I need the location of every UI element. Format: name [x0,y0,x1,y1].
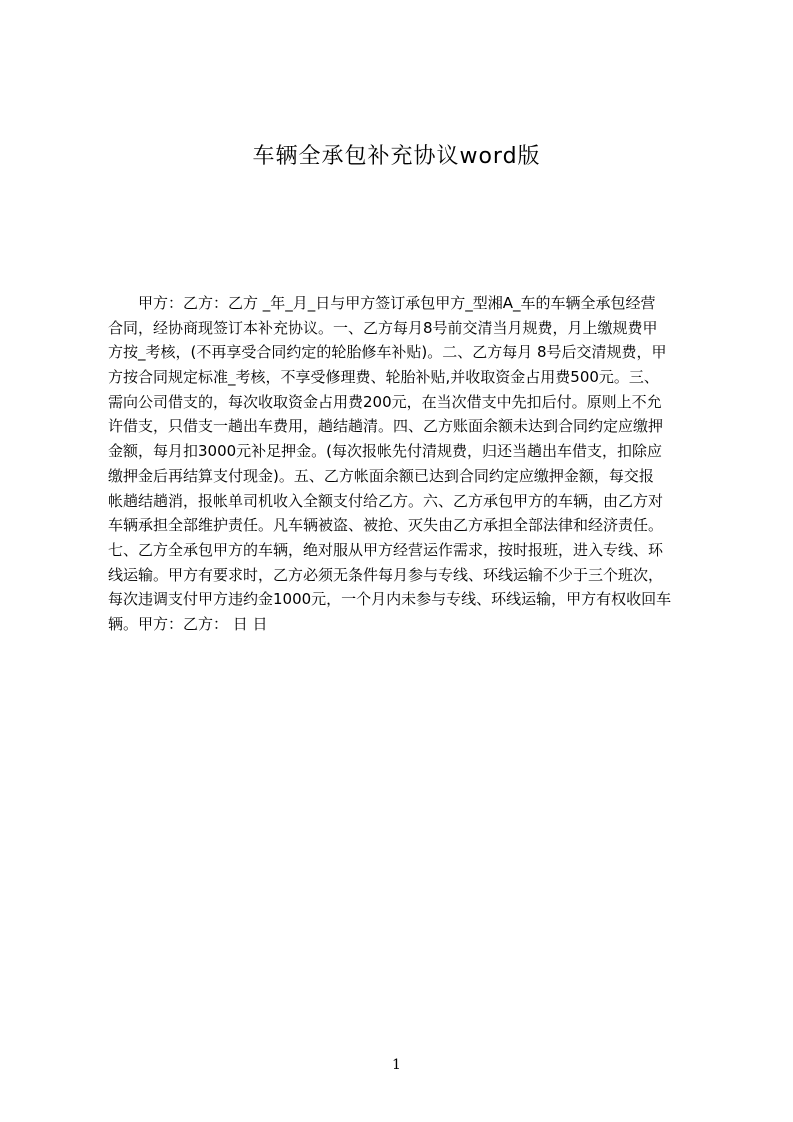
body-line-14: 辆。甲方：乙方： 日 日 [108,614,268,633]
body-line-3: 方按_考核，(不再享受合同约定的轮胎修车补贴)。二、乙方每月 8号后交清规费，甲 [108,343,667,362]
body-line-9: 帐趟结趟消，报帐单司机收入全额支付给乙方。六、乙方承包甲方的车辆，由乙方对 [108,491,664,510]
body-line-2: 合同，经协商现签订本补充协议。一、乙方每月8号前交清当月规费，月上缴规费甲 [108,318,658,337]
document-title: 车辆全承包补充协议word版 [252,144,541,169]
body-line-1: 甲方：乙方：乙方 _年_月_日与甲方签订承包甲方_型湘A_车的车辆全承包经营 [138,294,656,312]
body-line-13: 每次违调支付甲方违约金1000元，一个月内未参与专线、环线运输，甲方有权收回车 [108,590,672,609]
body-line-10: 车辆承担全部维护责任。凡车辆被盗、被抢、灭失由乙方承担全部法律和经济责任。 [108,516,664,535]
body-line-8: 缴押金后再结算支付现金)。五、乙方帐面余额已达到合同约定应缴押金额，每交报 [108,466,654,485]
body-line-4: 方按合同规定标准_考核，不享受修理费、轮胎补贴,并收取资金占用费500元。三、 [108,368,659,387]
body-line-5: 需向公司借支的，每次收取资金占用费200元，在当次借支中先扣后付。原则上不允 [108,392,662,411]
body-line-7: 金额，每月扣3000元补足押金。(每次报帐先付清规费，归还当趟出车借支，扣除应 [108,442,663,461]
agreement-body [108,291,708,637]
body-line-12: 线运输。甲方有要求时，乙方必须无条件每月参与专线、环线运输不少于三个班次， [108,565,664,584]
page-number: 1 [392,1057,401,1073]
body-line-11: 七、乙方全承包甲方的车辆，绝对服从甲方经营运作需求，按时报班，进入专线、环 [108,540,664,559]
body-line-6: 许借支，只借支一趟出车费用，趟结趟清。四、乙方账面余额未达到合同约定应缴押 [108,417,664,436]
